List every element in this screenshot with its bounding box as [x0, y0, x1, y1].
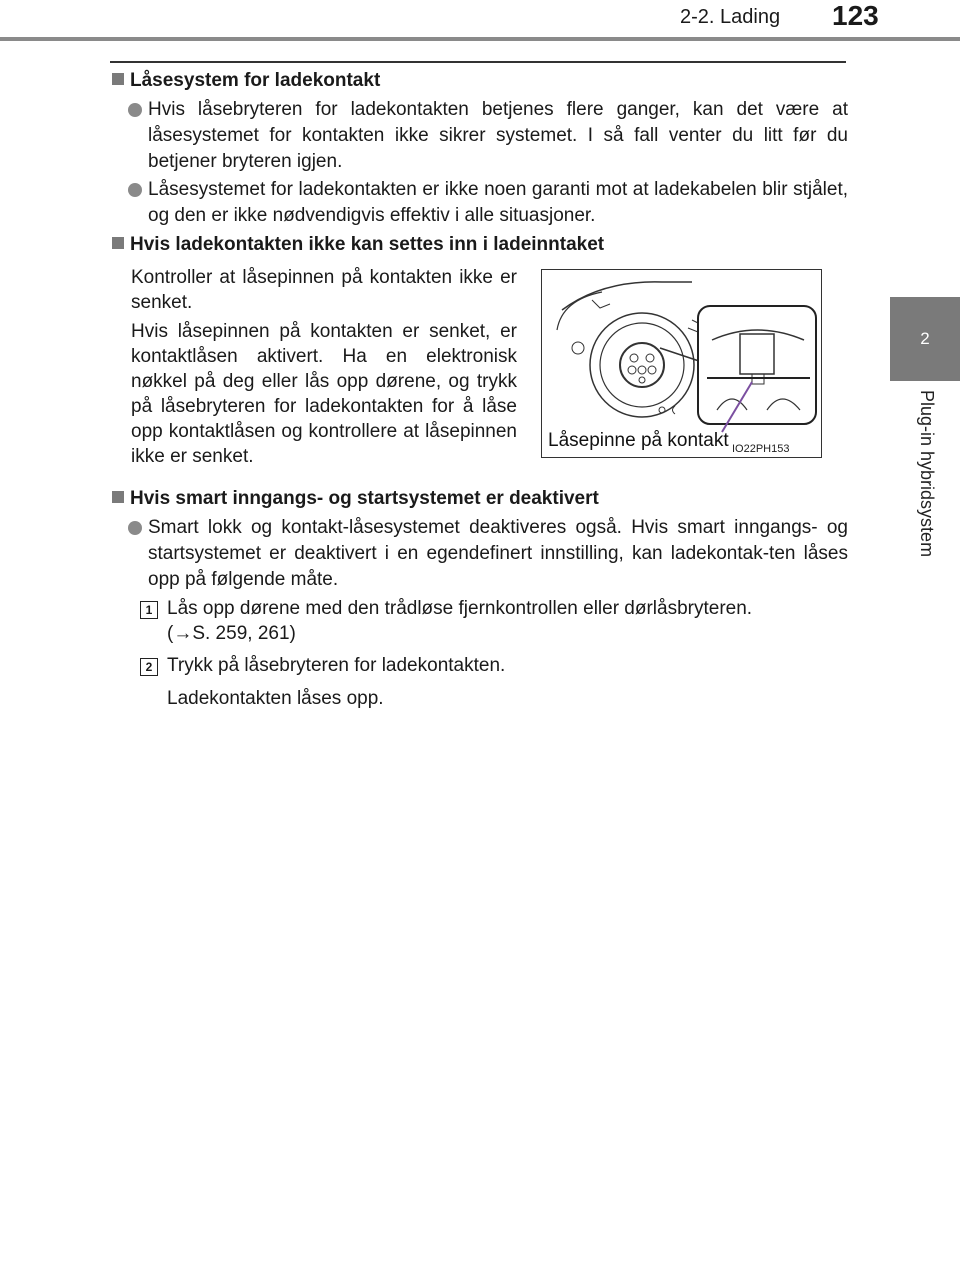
page-reference-link[interactable]: (→S. 259, 261) [167, 623, 296, 644]
figure-code: IO22PH153 [732, 443, 790, 455]
section-title: 2-2. Lading [680, 6, 781, 28]
step-result: Ladekontakten låses opp. [167, 688, 384, 709]
instruction-paragraph: Hvis låsepinnen på kontakten er senket, er kontaktlåsen aktivert. Ha en elektronisk nøkkel på deg eller lås opp dørene, og trykk på låsebryteren for ladekontakten for å låse opp kontaktlåsen og kontrollere at låsepinnen ikke er senket. [131, 321, 517, 467]
connector-illustration [542, 270, 821, 457]
square-bullet-icon [112, 491, 124, 503]
chapter-label: Plug-in hybridsystem [917, 390, 937, 558]
bullet-item: Smart lokk og kontakt-låsesystemet deaktiveres også. Hvis smart inngangs- og startsystemet er deaktivert i en egendefinert innstilling, kan ladekontak-ten låses opp på følgende måte. [128, 515, 848, 593]
header-rule [0, 37, 960, 41]
content-rule [110, 61, 846, 63]
step-text: Lås opp dørene med den trådløse fjernkontrollen eller dørlåsbryteren. [167, 598, 753, 619]
step-number-badge: 2 [140, 658, 158, 676]
bullet-item: Hvis låsebryteren for ladekontakten betjenes flere ganger, kan det være at låsesystemet for kontakten ikke sikrer systemet. I så fall venter du litt før du betjener bryteren igjen. [128, 97, 848, 175]
square-bullet-icon [112, 73, 124, 85]
section-heading: Låsesystem for ladekontakt [112, 70, 380, 92]
chapter-tab[interactable]: 2 [890, 297, 960, 381]
step-number-badge: 1 [140, 601, 158, 619]
circle-bullet-icon [128, 183, 142, 197]
figure-caption: Låsepinne på kontakt [548, 430, 729, 451]
square-bullet-icon [112, 237, 124, 249]
circle-bullet-icon [128, 521, 142, 535]
instruction-paragraph: Kontroller at låsepinnen på kontakten ikke er senket. [131, 267, 517, 313]
page-number: 123 [832, 0, 879, 31]
step-text: Trykk på låsebryteren for ladekontakten. [167, 655, 506, 676]
circle-bullet-icon [128, 103, 142, 117]
bullet-item: Låsesystemet for ladekontakten er ikke noen garanti mot at ladekabelen blir stjålet, og den er ikke nødvendigvis effektiv i alle situasjoner. [128, 177, 848, 229]
chapter-label-container [890, 390, 960, 590]
section-heading: Hvis ladekontakten ikke kan settes inn i ladeinntaket [112, 234, 604, 256]
charging-connector-figure [541, 269, 822, 458]
section-heading: Hvis smart inngangs- og startsystemet er deaktivert [112, 488, 599, 510]
